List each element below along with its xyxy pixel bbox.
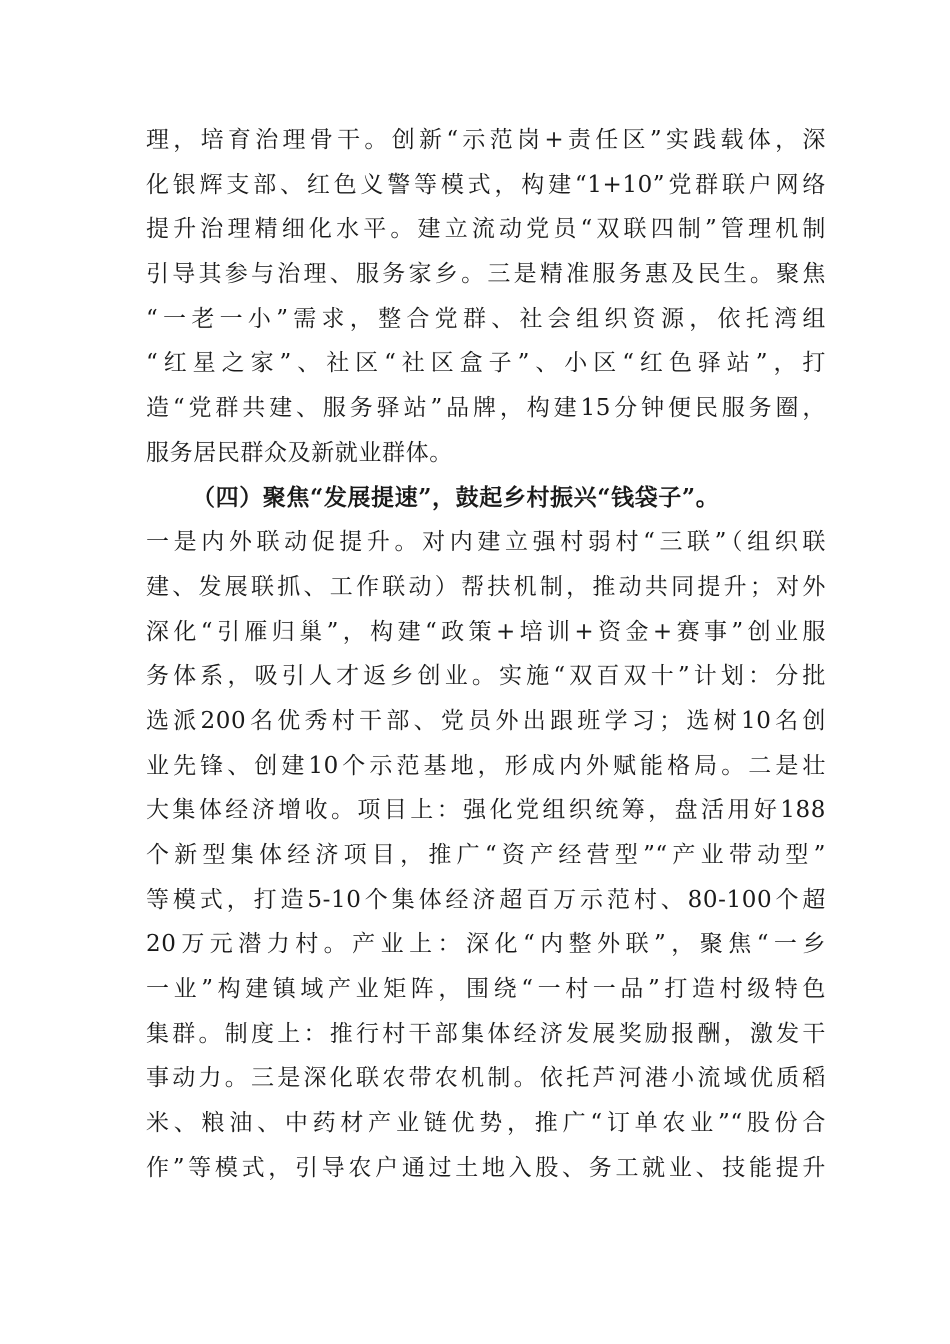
text-line: 深化“引雁归巢”，构建“政策+培训+资金+赛事”创业服 bbox=[146, 618, 826, 645]
text-line: “红星之家”、社区“社区盒子”、小区“红色驿站”，打 bbox=[146, 350, 826, 377]
text-line: “一老一小”需求，整合党群、社会组织资源，依托湾组 bbox=[146, 305, 826, 332]
text-line: 造“党群共建、服务驿站”品牌，构建15分钟便民服务圈， bbox=[146, 395, 826, 422]
text-line: 作”等模式，引导农户通过土地入股、务工就业、技能提升 bbox=[146, 1154, 826, 1181]
text-line: 务体系，吸引人才返乡创业。实施“双百双十”计划：分批 bbox=[146, 663, 826, 690]
text-line: 事动力。三是深化联农带农机制。依托芦河港小流域优质稻 bbox=[146, 1065, 826, 1092]
text-line: 个新型集体经济项目，推广“资产经营型”“产业带动型” bbox=[146, 842, 826, 868]
text-line: 业先锋、创建10个示范基地，形成内外赋能格局。二是壮 bbox=[146, 752, 826, 779]
section-heading: （四）聚焦“发展提速”，鼓起乡村振兴“钱袋子”。 bbox=[192, 483, 720, 511]
text-line: 提升治理精细化水平。建立流动党员“双联四制”管理机制 bbox=[146, 216, 826, 243]
text-line: 选派200名优秀村干部、党员外出跟班学习；选树10名创 bbox=[146, 707, 826, 734]
text-line: 建、发展联抓、工作联动）帮扶机制，推动共同提升；对外 bbox=[146, 573, 826, 600]
text-line: 一是内外联动促提升。对内建立强村弱村“三联”（组织联 bbox=[146, 529, 826, 556]
text-line: 20万元潜力村。产业上：深化“内整外联”，聚焦“一乡 bbox=[146, 931, 826, 958]
text-line: 理，培育治理骨干。创新“示范岗+责任区”实践载体，深 bbox=[146, 127, 826, 153]
body-text bbox=[146, 118, 826, 1191]
text-line: 引导其参与治理、服务家乡。三是精准服务惠及民生。聚焦 bbox=[146, 261, 826, 288]
text-line: 化银辉支部、红色义警等模式，构建“1+10”党群联户网络 bbox=[146, 171, 826, 198]
text-line: 一业”构建镇域产业矩阵，围绕“一村一品”打造村级特色 bbox=[146, 976, 826, 1003]
text-line: 服务居民群众及新就业群体。 bbox=[146, 439, 453, 466]
text-line: 大集体经济增收。项目上：强化党组织统筹，盘活用好188 bbox=[146, 797, 826, 824]
text-line: 等模式，打造5-10个集体经济超百万示范村、80-100个超 bbox=[146, 886, 826, 913]
text-line: 集群。制度上：推行村干部集体经济发展奖励报酬，激发干 bbox=[146, 1020, 826, 1047]
text-line: 米、粮油、中药材产业链优势，推广“订单农业”“股份合 bbox=[146, 1110, 826, 1137]
